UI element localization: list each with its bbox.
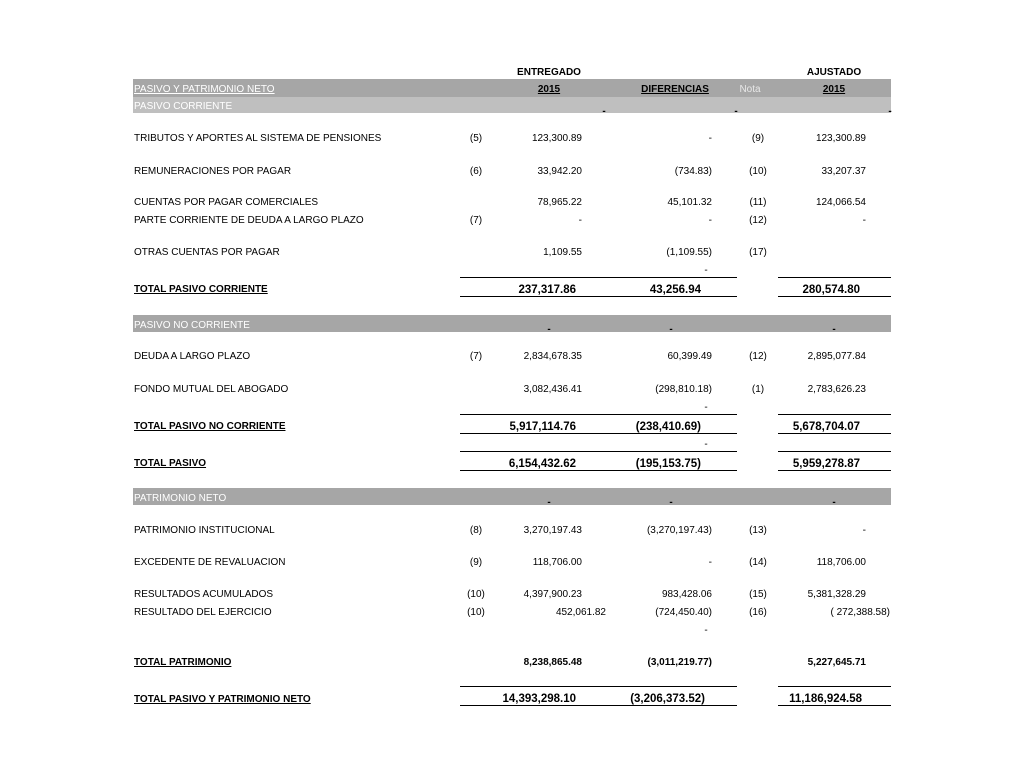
divider	[778, 296, 891, 297]
table-title: PASIVO Y PATRIMONIO NETO	[134, 84, 275, 95]
section-label: PASIVO CORRIENTE	[134, 101, 233, 112]
dash-mark: -	[704, 439, 708, 450]
section-band-patrimonio	[133, 488, 891, 505]
row-label: EXCEDENTE DE REVALUACION	[134, 557, 286, 568]
section-label: PATRIMONIO NETO	[134, 493, 227, 504]
row-entregado: -	[578, 215, 582, 226]
band-dash: -	[547, 324, 551, 335]
divider	[460, 277, 737, 278]
row-ajustado: 2,895,077.84	[807, 351, 866, 362]
band-dash: -	[734, 106, 738, 117]
total-diferencia: (238,410.69)	[635, 421, 701, 433]
band-dash: -	[888, 106, 892, 117]
total-ajustado: 5,678,704.07	[792, 421, 860, 433]
row-nota: (16)	[749, 607, 767, 618]
divider	[778, 470, 891, 471]
row-entregado: 78,965.22	[537, 197, 582, 208]
row-label: OTRAS CUENTAS POR PAGAR	[134, 247, 280, 258]
row-entregado: 2,834,678.35	[523, 351, 582, 362]
row-diferencia: (3,270,197.43)	[646, 525, 712, 536]
total-ajustado: 5,227,645.71	[807, 657, 866, 668]
total-diferencia: 43,256.94	[649, 284, 701, 296]
dash-mark: -	[704, 402, 708, 413]
row-diferencia: (298,810.18)	[655, 384, 712, 395]
row-nota: (12)	[749, 351, 767, 362]
row-ref: (8)	[469, 525, 483, 536]
row-ref: (7)	[469, 215, 483, 226]
row-entregado: 33,942.20	[537, 166, 582, 177]
divider	[460, 470, 737, 471]
section-band-pasivo-corriente	[133, 97, 891, 113]
divider	[460, 705, 737, 706]
total-entregado: 5,917,114.76	[509, 421, 576, 433]
row-ref: (9)	[469, 557, 483, 568]
band-dash: -	[547, 497, 551, 508]
total-diferencia: (195,153.75)	[635, 458, 701, 470]
row-entregado: 3,082,436.41	[523, 384, 582, 395]
row-label: TRIBUTOS Y APORTES AL SISTEMA DE PENSIONES	[134, 133, 382, 144]
band-dash: -	[602, 106, 606, 117]
divider	[460, 414, 737, 415]
row-label: RESULTADOS ACUMULADOS	[134, 589, 274, 600]
total-label: TOTAL PATRIMONIO	[134, 657, 232, 668]
total-entregado: 6,154,432.62	[508, 458, 576, 470]
header-year-ajustado: 2015	[822, 84, 846, 95]
divider	[778, 451, 891, 452]
row-diferencia: (724,450.40)	[655, 607, 712, 618]
row-label: PARTE CORRIENTE DE DEUDA A LARGO PLAZO	[134, 215, 364, 226]
row-ref: (10)	[467, 589, 485, 600]
divider	[778, 686, 891, 687]
row-ref: (5)	[469, 133, 483, 144]
row-entregado: 118,706.00	[532, 557, 582, 568]
header-nota: Nota	[739, 84, 761, 95]
divider	[778, 433, 891, 434]
total-diferencia: (3,011,219.77)	[647, 657, 712, 668]
band-dash: -	[832, 324, 836, 335]
divider	[778, 414, 891, 415]
row-ajustado: 2,783,626.23	[807, 384, 866, 395]
row-ajustado: 124,066.54	[815, 197, 866, 208]
total-entregado: 237,317.86	[518, 284, 576, 296]
row-entregado: 3,270,197.43	[523, 525, 582, 536]
row-ref: (6)	[469, 166, 483, 177]
band-dash: -	[669, 324, 673, 335]
total-diferencia: (3,206,373.52)	[630, 693, 705, 705]
row-nota: (1)	[751, 384, 765, 395]
divider	[778, 277, 891, 278]
row-diferencia: 60,399.49	[667, 351, 712, 362]
row-nota: (17)	[749, 247, 767, 258]
row-label: CUENTAS POR PAGAR COMERCIALES	[134, 197, 319, 208]
row-nota: (9)	[751, 133, 765, 144]
row-diferencia: 45,101.32	[667, 197, 712, 208]
row-diferencia: -	[708, 557, 712, 568]
row-entregado: 123,300.89	[531, 133, 582, 144]
header-year-entregado: 2015	[537, 84, 561, 95]
row-nota: (14)	[749, 557, 767, 568]
row-label: REMUNERACIONES POR PAGAR	[134, 166, 292, 177]
row-diferencia: -	[708, 215, 712, 226]
row-ajustado: -	[862, 215, 866, 226]
row-diferencia: -	[708, 133, 712, 144]
header-entregado: ENTREGADO	[517, 67, 581, 78]
total-label: TOTAL PASIVO CORRIENTE	[134, 284, 268, 295]
divider	[460, 433, 737, 434]
row-entregado: 452,061.82	[555, 607, 606, 618]
dash-mark: -	[704, 625, 708, 636]
band-dash: -	[832, 497, 836, 508]
total-label: TOTAL PASIVO NO CORRIENTE	[134, 421, 286, 432]
row-ref: (7)	[469, 351, 483, 362]
row-entregado: 1,109.55	[543, 247, 582, 258]
divider	[460, 451, 737, 452]
total-ajustado: 280,574.80	[802, 284, 860, 296]
row-nota: (11)	[749, 197, 767, 208]
row-ajustado: 5,381,328.29	[807, 589, 866, 600]
total-label: TOTAL PASIVO	[134, 458, 207, 469]
row-entregado: 4,397,900.23	[523, 589, 582, 600]
row-ajustado: 118,706.00	[816, 557, 866, 568]
row-nota: (12)	[749, 215, 767, 226]
row-ajustado: 33,207.37	[821, 166, 866, 177]
header-diferencias: DIFERENCIAS	[641, 84, 709, 95]
row-nota: (15)	[749, 589, 767, 600]
row-diferencia: (734.83)	[674, 166, 712, 177]
total-label: TOTAL PASIVO Y PATRIMONIO NETO	[134, 694, 311, 705]
row-label: FONDO MUTUAL DEL ABOGADO	[134, 384, 289, 395]
row-ajustado: 123,300.89	[815, 133, 866, 144]
divider	[460, 296, 737, 297]
total-ajustado: 11,186,924.58	[789, 693, 862, 705]
section-label: PASIVO NO CORRIENTE	[134, 320, 250, 331]
band-dash: -	[669, 497, 673, 508]
row-label: DEUDA A LARGO PLAZO	[134, 351, 251, 362]
row-nota: (10)	[749, 166, 767, 177]
row-ajustado: ( 272,388.58)	[830, 607, 890, 618]
divider	[778, 705, 891, 706]
total-entregado: 14,393,298.10	[502, 693, 576, 705]
row-ref: (10)	[467, 607, 485, 618]
header-ajustado: AJUSTADO	[806, 67, 862, 78]
row-diferencia: (1,109.55)	[666, 247, 712, 258]
dash-mark: -	[704, 265, 708, 276]
row-label: PATRIMONIO INSTITUCIONAL	[134, 525, 275, 536]
total-entregado: 8,238,865.48	[523, 657, 582, 668]
row-label: RESULTADO DEL EJERCICIO	[134, 607, 272, 618]
divider	[460, 686, 737, 687]
total-ajustado: 5,959,278.87	[792, 458, 860, 470]
row-nota: (13)	[749, 525, 767, 536]
row-ajustado: -	[862, 525, 866, 536]
row-diferencia: 983,428.06	[661, 589, 712, 600]
